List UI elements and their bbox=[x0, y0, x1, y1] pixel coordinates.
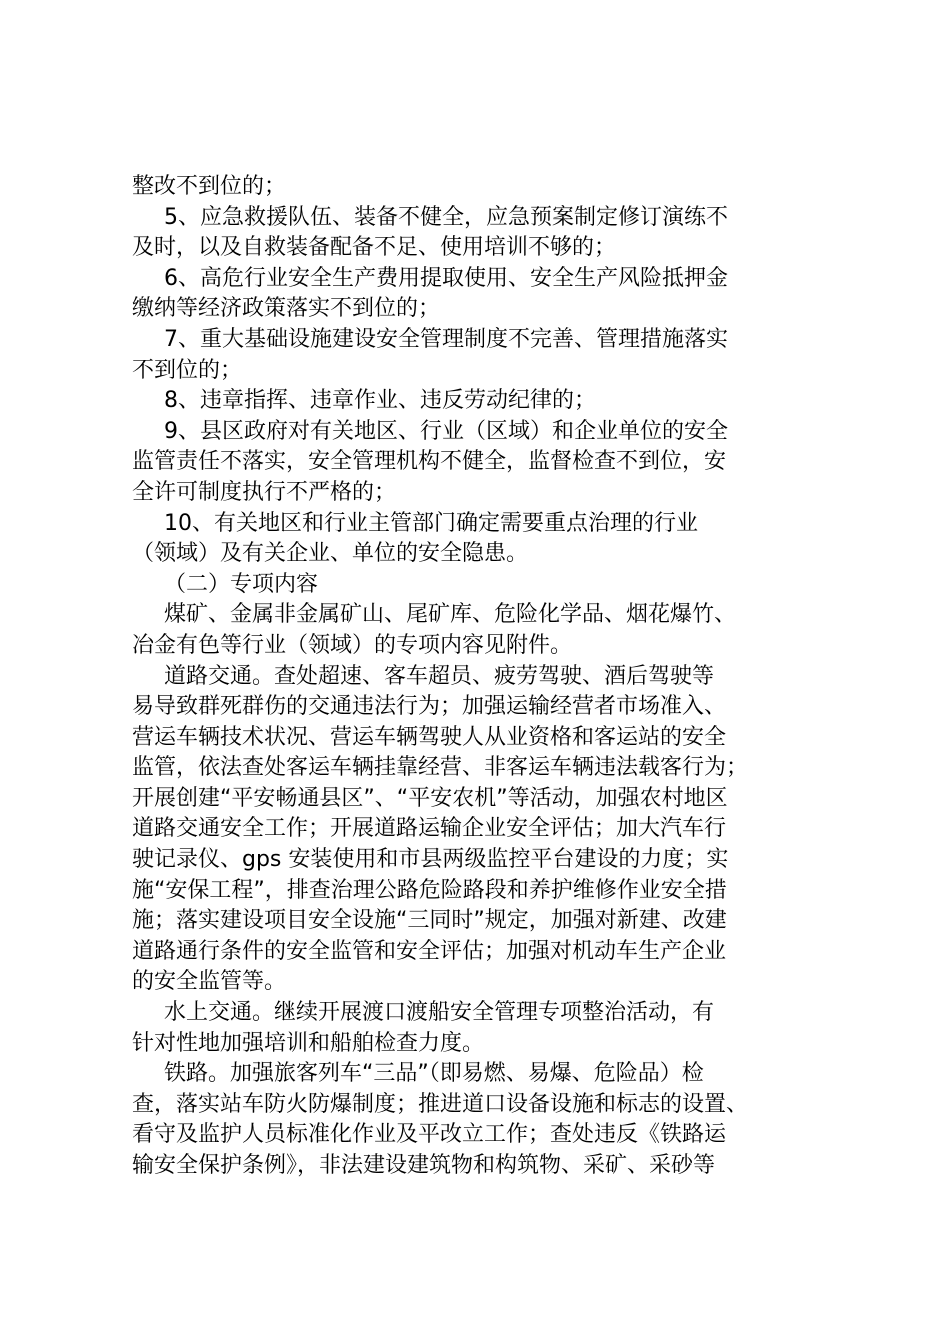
text-line: 施；落实建设项目安全设施“三同时”规定，加强对新建、改建 bbox=[132, 908, 727, 934]
text-line: 冶金有色等行业（领域）的专项内容见附件。 bbox=[132, 632, 573, 658]
text-line: 9、县区政府对有关地区、行业（区域）和企业单位的安全 bbox=[164, 418, 728, 444]
text-line: 开展创建“平安畅通县区”、“平安农机”等活动，加强农村地区 bbox=[132, 785, 728, 811]
text-line: 查，落实站车防火防爆制度；推进道口设备设施和标志的设置、 bbox=[132, 1091, 749, 1117]
text-line: 整改不到位的； bbox=[132, 174, 287, 199]
text-line: 缴纳等经济政策落实不到位的； bbox=[132, 296, 441, 322]
text-line: 全许可制度执行不严格的； bbox=[132, 479, 397, 505]
text-line: 道路通行条件的安全监管和安全评估；加强对机动车生产企业 bbox=[132, 938, 727, 964]
text-line: 6、高危行业安全生产费用提取使用、安全生产风险抵押金 bbox=[164, 265, 728, 291]
text-line: 施“安保工程”，排查治理公路危险路段和养护维修作业安全措 bbox=[132, 877, 727, 903]
text-line: 易导致群死群伤的交通违法行为；加强运输经营者市场准入、 bbox=[132, 694, 727, 720]
text-line: 营运车辆技术状况、营运车辆驾驶人从业资格和客运站的安全 bbox=[132, 724, 727, 750]
text-line: 的安全监管等。 bbox=[132, 969, 287, 995]
text-line: 驶记录仪、gps 安装使用和市县两级监控平台建设的力度；实 bbox=[132, 847, 729, 873]
text-line: （领域）及有关企业、单位的安全隐患。 bbox=[132, 541, 529, 567]
text-line: （二）专项内容 bbox=[164, 571, 319, 597]
text-line: 7、重大基础设施建设安全管理制度不完善、管理措施落实 bbox=[164, 326, 728, 352]
text-line: 道路交通。查处超速、客车超员、疲劳驾驶、酒后驾驶等 bbox=[164, 663, 715, 689]
text-line: 煤矿、金属非金属矿山、尾矿库、危险化学品、烟花爆竹、 bbox=[164, 602, 737, 628]
text-line: 监管责任不落实，安全管理机构不健全，监督检查不到位，安 bbox=[132, 449, 727, 475]
text-line: 输安全保护条例》，非法建设建筑物和构筑物、采矿、采砂等 bbox=[132, 1153, 716, 1178]
text-line: 及时，以及自救装备配备不足、使用培训不够的； bbox=[132, 235, 617, 261]
text-line: 不到位的； bbox=[132, 357, 243, 383]
text-line: 10、有关地区和行业主管部门确定需要重点治理的行业 bbox=[164, 510, 698, 536]
text-line: 看守及监护人员标准化作业及平改立工作；查处违反《铁路运 bbox=[132, 1122, 727, 1148]
text-line: 水上交通。继续开展渡口渡船安全管理专项整治活动，有 bbox=[164, 1000, 715, 1026]
text-line: 5、应急救援队伍、装备不健全，应急预案制定修订演练不 bbox=[164, 204, 728, 230]
text-line: 监管，依法查处客运车辆挂靠经营、非客运车辆违法载客行为； bbox=[132, 755, 749, 781]
text-line: 8、违章指挥、违章作业、违反劳动纪律的； bbox=[164, 388, 596, 414]
document-body bbox=[132, 172, 832, 1182]
text-line: 铁路。加强旅客列车“三品”（即易燃、易爆、危险品）检 bbox=[164, 1061, 704, 1087]
text-line: 针对性地加强培训和船舶检查力度。 bbox=[132, 1030, 485, 1056]
text-line: 道路交通安全工作；开展道路运输企业安全评估；加大汽车行 bbox=[132, 816, 727, 842]
